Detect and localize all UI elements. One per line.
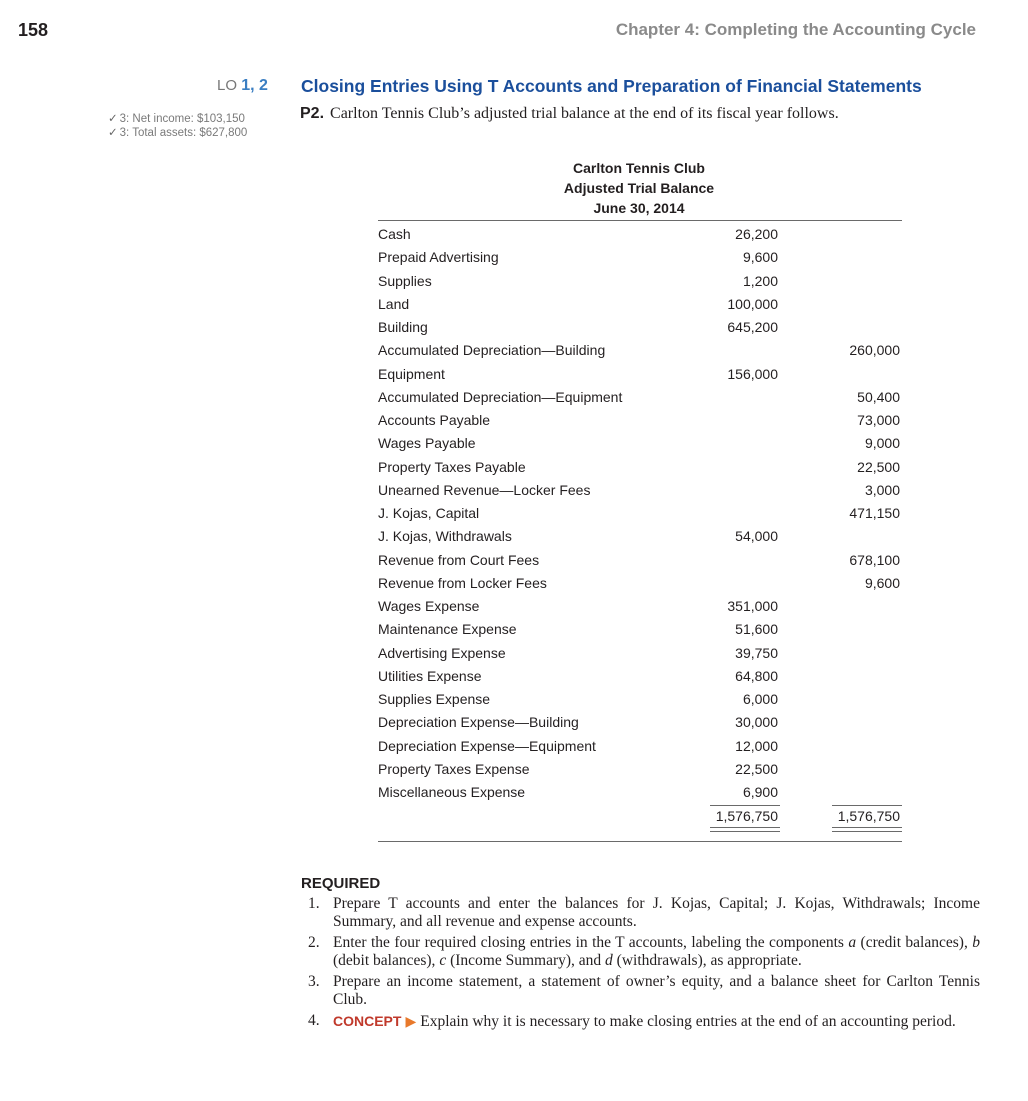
check-figure-text: 3: Total assets: $627,800	[119, 127, 248, 139]
trial-balance-row	[378, 621, 902, 644]
account-name: Cash	[378, 226, 411, 242]
credit-amount: 9,600	[864, 574, 900, 591]
section-title: Closing Entries Using T Accounts and Preparation of Financial Statements	[301, 76, 922, 96]
account-name: Depreciation Expense—Equipment	[378, 737, 596, 754]
lo-prefix: LO	[217, 77, 242, 94]
debit-amount: 51,600	[735, 621, 778, 638]
debit-total-rule	[710, 805, 780, 806]
account-name: Property Taxes Expense	[378, 760, 530, 777]
trial-balance-row	[378, 784, 902, 807]
credit-amount: 471,150	[849, 505, 900, 521]
account-name: Miscellaneous Expense	[378, 784, 526, 800]
required-item	[308, 934, 980, 970]
lo-numbers: 1, 2	[241, 77, 268, 94]
item-number: 2.	[308, 934, 320, 951]
arrow-right-icon: ▶	[405, 1015, 417, 1030]
credit-double-rule	[832, 827, 902, 832]
debit-amount: 64,800	[735, 667, 778, 684]
trial-balance-row	[378, 645, 902, 668]
debit-amount: 351,000	[727, 598, 778, 614]
trial-balance-row	[378, 226, 902, 249]
account-name: Building	[378, 319, 428, 335]
credit-amount: 678,100	[849, 551, 900, 568]
trial-balance-row	[378, 435, 902, 458]
account-name: Advertising Expense	[378, 644, 506, 661]
credit-amount: 3,000	[864, 481, 900, 498]
item-text: Prepare an income statement, a statement of owner’s equity, and a balance sheet for Carlton Tennis Club.	[333, 973, 980, 1008]
debit-amount: 22,500	[735, 760, 778, 777]
account-name: Accumulated Depreciation—Equipment	[378, 388, 623, 405]
item-text: Prepare T accounts and enter the balances for J. Kojas, Capital; J. Kojas, Withdrawals; Income Summary, and all revenue and expense accounts.	[333, 895, 980, 930]
company-name: Carlton Tennis Club	[573, 160, 705, 176]
debit-amount: 645,200	[727, 319, 778, 335]
table-top-rule	[378, 220, 902, 221]
required-heading: REQUIRED	[301, 875, 381, 892]
trial-balance-row	[378, 552, 902, 575]
trial-balance-row	[378, 528, 902, 551]
debit-amount: 30,000	[735, 714, 778, 731]
item-text: Explain why it is necessary to make closing entries at the end of an accounting period.	[420, 1013, 956, 1030]
required-list	[308, 895, 980, 1035]
problem-text: Carlton Tennis Club’s adjusted trial balance at the end of its fiscal year follows.	[330, 105, 839, 122]
item-number: 4.	[308, 1012, 320, 1029]
account-name: J. Kojas, Capital	[378, 505, 480, 521]
totals-row	[378, 808, 902, 831]
required-item	[308, 1012, 980, 1032]
trial-balance-row	[378, 738, 902, 761]
trial-balance-title	[378, 158, 900, 218]
learning-objective	[217, 77, 268, 95]
trial-balance-row	[378, 714, 902, 737]
account-name: Land	[378, 295, 410, 312]
trial-balance-row	[378, 389, 902, 412]
credit-total-rule	[832, 805, 902, 806]
account-name: Unearned Revenue—Locker Fees	[378, 481, 591, 498]
check-figures	[108, 112, 247, 140]
trial-balance-row	[378, 319, 902, 342]
trial-balance-row	[378, 482, 902, 505]
item-text: Enter the four required closing entries in the T accounts, labeling the components a (credit balances), b (debit balances), c (Income Summary), and d (withdrawals), as appropriate.	[333, 934, 980, 969]
trial-balance-row	[378, 505, 902, 528]
credit-amount: 50,400	[857, 388, 900, 405]
trial-balance-row	[378, 366, 902, 389]
debit-amount: 6,900	[742, 784, 778, 800]
debit-amount: 1,200	[742, 272, 778, 289]
account-name: Supplies	[378, 272, 432, 289]
credit-amount: 73,000	[857, 412, 900, 428]
checkmark-icon: ✓	[108, 113, 118, 125]
statement-name: Adjusted Trial Balance	[563, 180, 715, 196]
chapter-title: Chapter 4: Completing the Accounting Cycle	[615, 20, 976, 39]
debit-amount: 12,000	[735, 737, 778, 754]
account-name: Revenue from Locker Fees	[378, 574, 547, 591]
account-name: Prepaid Advertising	[378, 249, 499, 266]
debit-amount: 54,000	[735, 528, 778, 545]
account-name: Accounts Payable	[378, 412, 491, 428]
credit-amount: 22,500	[857, 458, 900, 475]
debit-amount: 39,750	[735, 644, 778, 661]
debit-amount: 100,000	[727, 295, 778, 312]
debit-amount: 26,200	[735, 226, 778, 242]
debit-double-rule	[710, 827, 780, 832]
debit-amount: 156,000	[727, 365, 778, 382]
debit-total: 1,576,750	[715, 808, 778, 824]
problem-statement	[300, 105, 839, 123]
account-name: Maintenance Expense	[378, 621, 517, 638]
checkmark-icon: ✓	[108, 127, 118, 139]
debit-amount: 9,600	[742, 249, 778, 266]
table-bottom-rule	[378, 841, 902, 842]
required-item	[308, 895, 980, 931]
statement-date: June 30, 2014	[593, 200, 685, 216]
page-number: 158	[18, 20, 49, 40]
required-item	[308, 973, 980, 1009]
credit-total: 1,576,750	[837, 808, 900, 824]
credit-amount: 9,000	[864, 435, 900, 452]
trial-balance-row	[378, 249, 902, 272]
account-name: Depreciation Expense—Building	[378, 714, 579, 731]
trial-balance-row	[378, 459, 902, 482]
account-name: Wages Expense	[378, 598, 480, 614]
trial-balance-row	[378, 668, 902, 691]
account-name: Supplies Expense	[378, 691, 491, 707]
trial-balance-row	[378, 342, 902, 365]
concept-label: CONCEPT	[333, 1013, 402, 1029]
problem-number: P2.	[300, 105, 325, 122]
trial-balance-row	[378, 691, 902, 714]
account-name: Accumulated Depreciation—Building	[378, 342, 606, 359]
trial-balance-row	[378, 273, 902, 296]
credit-amount: 260,000	[849, 342, 900, 359]
debit-amount: 6,000	[742, 691, 778, 707]
account-name: J. Kojas, Withdrawals	[378, 528, 512, 545]
trial-balance-row	[378, 598, 902, 621]
trial-balance-row	[378, 761, 902, 784]
check-figure-text: 3: Net income: $103,150	[119, 113, 245, 125]
account-name: Revenue from Court Fees	[378, 551, 540, 568]
trial-balance-row	[378, 412, 902, 435]
check-figure	[108, 112, 247, 126]
item-number: 3.	[308, 973, 320, 990]
trial-balance-row	[378, 296, 902, 319]
account-name: Property Taxes Payable	[378, 458, 526, 475]
account-name: Utilities Expense	[378, 667, 482, 684]
trial-balance-row	[378, 575, 902, 598]
check-figure	[108, 126, 247, 140]
item-number: 1.	[308, 895, 320, 912]
account-name: Wages Payable	[378, 435, 476, 452]
account-name: Equipment	[378, 365, 445, 382]
